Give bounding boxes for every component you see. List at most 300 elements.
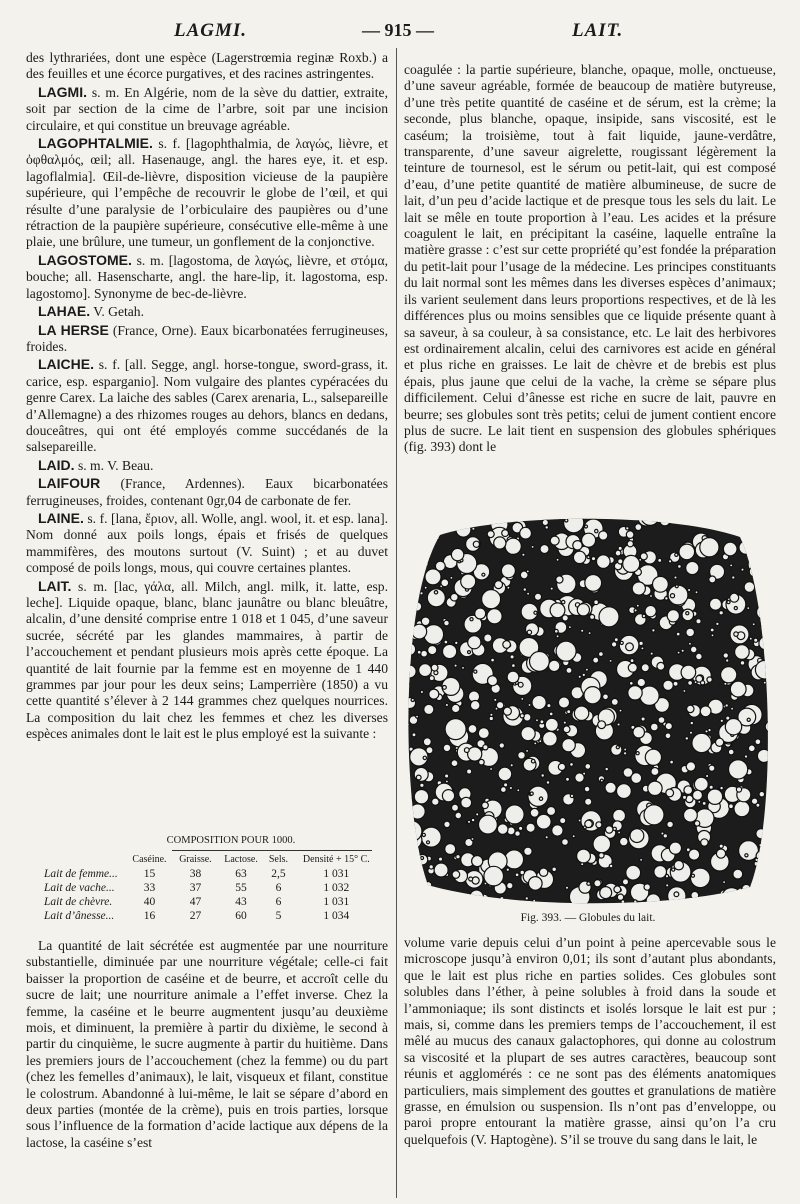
milk-globule bbox=[443, 644, 457, 658]
milk-globule bbox=[761, 606, 764, 609]
entry-definition: s. m. [lagostoma, de λαγώς, lièvre, et στόμα, bouche; all. Hasenscharte, angl. the hare-lip, it. lagostoma, esp. lagostomo]. Synonyme de bec-de-lièvre. bbox=[26, 252, 388, 301]
milk-globule bbox=[628, 686, 642, 700]
milk-globule bbox=[700, 538, 719, 557]
milk-globule bbox=[520, 527, 532, 539]
milk-globule bbox=[539, 868, 547, 876]
milk-globule bbox=[656, 902, 659, 905]
milk-globule bbox=[624, 748, 627, 751]
right-column-bottom bbox=[404, 935, 776, 1149]
column-header: Caséine. bbox=[132, 854, 167, 865]
milk-globule bbox=[400, 739, 403, 742]
page-number: — 915 — bbox=[362, 20, 434, 40]
milk-globule bbox=[640, 686, 659, 705]
milk-globule bbox=[530, 652, 550, 672]
milk-globule bbox=[667, 821, 674, 828]
milk-globule bbox=[618, 831, 621, 834]
milk-globule bbox=[550, 603, 565, 618]
milk-globule bbox=[441, 579, 449, 587]
milk-coagulation-paragraph: coagulée : la partie supérieure, blanche, opaque, molle, onctueuse, d’une saveur agréable, formée de beaucoup de matière butyreuse, d’une très petite quantité de caséine et de sérum, est la crème; la seconde, plus blanche, opaque, insipide, sans viscosité, est le caséum; la troisième, tout à fait liquide, jaune-verdâtre, transparente, d’une saveur aigrelette, rougissant légèrement la teinture de tournesol, est le sérum ou petit-lait, qui est composé d’eau, d’une petite quantité de matière albumineuse, de sucre de lait, d’un peu d’acide lactique et de presque tous les sels du lait. Le lait se mêle en toute proportion à l’eau. Les acides et la présure coagulent le lait, en précipitant la caséine, laquelle entraîne la matière grasse : c’est sur cette propriété qu’est fondée la préparation du petit-lait pour l’usage de la médecine. Les principes constituants du lait normal sont les mêmes dans les diverses espèces d’animaux; ils varient seulement dans leurs proportions respectives, et de là les différences plus ou moins sensibles que ce liquide présente quant à sa saveur, à sa couleur, à sa consistance, etc. Le lait des herbivores est ordinairement alcalin, celui des carnivores est acide en général et plus riche en graisses. Le lait de chèvre et de brebis est plus épais, plus jaune que celui de la vache, la crème se sépare plus difficilement. Celui d’ânesse est riche en sucre de lait, pauvre en beurre; ses globules sont très petits; celui de jument contient encore plus de sucre. Le lait tient en suspension des globules sphériques (fig. 393) dont le bbox=[404, 62, 776, 455]
milk-globule bbox=[462, 666, 465, 669]
milk-globule bbox=[424, 586, 427, 589]
milk-globule bbox=[642, 614, 645, 617]
milk-globule bbox=[617, 784, 632, 799]
table-cell: 27 bbox=[189, 910, 202, 922]
table-cell: 2,5 bbox=[271, 868, 286, 880]
milk-globule bbox=[626, 865, 641, 880]
milk-globule bbox=[600, 887, 612, 899]
milk-globule bbox=[428, 646, 437, 655]
milk-globule bbox=[478, 728, 489, 739]
milk-globule bbox=[431, 898, 437, 904]
milk-globule bbox=[749, 567, 759, 577]
milk-globule bbox=[762, 515, 773, 523]
milk-globule bbox=[425, 882, 432, 889]
milk-globule bbox=[468, 651, 471, 654]
table-cell: 40 bbox=[143, 896, 156, 908]
milk-globule bbox=[429, 676, 434, 681]
milk-globule bbox=[444, 640, 448, 644]
milk-globule bbox=[691, 874, 694, 877]
milk-globule bbox=[490, 713, 493, 716]
table-cell: 6 bbox=[275, 896, 282, 908]
milk-globule bbox=[527, 592, 530, 595]
milk-globule bbox=[464, 748, 469, 753]
entry-lait bbox=[26, 578, 388, 743]
milk-globule bbox=[456, 855, 460, 859]
milk-globule bbox=[594, 880, 601, 887]
milk-globule bbox=[759, 637, 772, 650]
table-row bbox=[42, 881, 380, 895]
milk-globule bbox=[595, 529, 598, 532]
milk-globule bbox=[747, 718, 750, 721]
milk-globule bbox=[771, 717, 777, 726]
milk-globule bbox=[667, 610, 679, 622]
milk-globule bbox=[443, 744, 451, 752]
milk-globule bbox=[767, 849, 771, 853]
milk-globule bbox=[641, 647, 644, 650]
milk-globule bbox=[404, 519, 420, 535]
milk-globule bbox=[468, 725, 477, 734]
milk-globule bbox=[675, 585, 678, 588]
entry-laine bbox=[26, 510, 388, 577]
milk-globule bbox=[772, 682, 776, 689]
milk-globule bbox=[619, 709, 622, 712]
page-header bbox=[0, 20, 800, 44]
milk-globule bbox=[739, 541, 752, 554]
milk-globule bbox=[729, 760, 748, 779]
milk-globule bbox=[488, 676, 498, 686]
milk-globule bbox=[521, 727, 535, 741]
milk-globule bbox=[400, 582, 405, 591]
milk-globule bbox=[645, 605, 656, 616]
milk-globule bbox=[418, 553, 429, 564]
milk-globule bbox=[429, 865, 433, 869]
milk-globule bbox=[611, 642, 616, 647]
milk-globule bbox=[748, 745, 755, 752]
milk-globule bbox=[741, 568, 744, 571]
milk-globule bbox=[634, 900, 638, 904]
milk-globule bbox=[533, 899, 536, 902]
milk-globule bbox=[721, 895, 724, 898]
milk-globule bbox=[487, 531, 494, 538]
milk-globule bbox=[556, 641, 576, 661]
milk-globule bbox=[739, 841, 759, 861]
milk-globule bbox=[527, 630, 531, 634]
left-column bbox=[26, 50, 388, 744]
milk-globule bbox=[532, 695, 546, 709]
milk-globule bbox=[434, 863, 448, 877]
milk-globule bbox=[520, 714, 524, 718]
entry-definition: (France, Ardennes). Eaux bicarbonatées ferrugineuses, froides, contenant 0gr,04 de carbonate de fer. bbox=[26, 476, 388, 508]
milk-globule bbox=[401, 809, 405, 813]
milk-globule bbox=[471, 818, 475, 822]
milk-globule bbox=[400, 515, 416, 535]
left-column-continuation bbox=[26, 938, 388, 1152]
milk-globule bbox=[767, 675, 774, 682]
table-header-row bbox=[42, 853, 380, 867]
header-left-guideword: LAGMI. bbox=[174, 20, 248, 41]
milk-globule bbox=[431, 531, 437, 537]
milk-globule bbox=[578, 675, 581, 678]
milk-globule bbox=[452, 704, 460, 712]
milk-globule bbox=[674, 861, 683, 870]
milk-globule bbox=[400, 519, 403, 522]
header-right-guideword: LAIT. bbox=[572, 20, 624, 41]
milk-globule bbox=[696, 619, 701, 624]
milk-globule bbox=[562, 600, 565, 603]
milk-globule bbox=[510, 764, 513, 767]
milk-globule bbox=[549, 660, 560, 671]
milk-globule bbox=[496, 702, 503, 709]
milk-globule bbox=[556, 576, 563, 583]
milk-globule bbox=[400, 629, 410, 648]
milk-globule bbox=[479, 759, 485, 765]
milk-globule bbox=[550, 587, 553, 590]
milk-globule bbox=[690, 646, 697, 653]
row-label: Lait de chèvre. bbox=[44, 896, 113, 908]
milk-globule bbox=[565, 886, 568, 889]
milk-globule bbox=[734, 632, 738, 636]
milk-globule bbox=[404, 580, 407, 583]
milk-globule bbox=[444, 620, 450, 626]
milk-globule bbox=[705, 730, 708, 733]
lythrariees-paragraph: des lythrariées, dont une espèce (Lagerstrœmia reginæ Roxb.) a des feuilles et une écorce purgatives, et des racines astringentes. bbox=[26, 50, 388, 82]
milk-globule bbox=[620, 641, 623, 644]
milk-globule bbox=[688, 642, 691, 645]
milk-globule bbox=[688, 588, 691, 591]
milk-globule bbox=[482, 590, 501, 609]
milk-globule bbox=[629, 681, 633, 685]
milk-globule bbox=[652, 629, 655, 632]
entry-laid bbox=[26, 457, 388, 474]
milk-globule bbox=[599, 853, 604, 858]
milk-globule bbox=[728, 749, 734, 755]
milk-globule bbox=[494, 698, 497, 701]
milk-globule bbox=[700, 706, 711, 717]
milk-globule bbox=[568, 626, 571, 629]
milk-globule bbox=[554, 629, 558, 633]
milk-globule bbox=[644, 884, 650, 890]
milk-globule bbox=[408, 536, 413, 541]
milk-globule bbox=[540, 720, 544, 724]
milk-globule bbox=[470, 618, 473, 621]
milk-globule bbox=[709, 765, 715, 771]
entry-lagostome bbox=[26, 252, 388, 302]
milk-globule bbox=[451, 548, 463, 560]
entry-term: LAIFOUR bbox=[38, 475, 101, 492]
milk-globule bbox=[769, 572, 775, 578]
entry-term: LAID. bbox=[38, 456, 75, 473]
milk-globule bbox=[678, 565, 682, 569]
entry-term: LAGOPHTALMIE. bbox=[38, 135, 153, 152]
milk-globule bbox=[550, 536, 559, 545]
milk-globule bbox=[403, 643, 416, 656]
milk-globule bbox=[762, 579, 774, 591]
milk-globule bbox=[499, 743, 504, 748]
milk-globule bbox=[685, 737, 689, 741]
milk-globule bbox=[500, 897, 504, 901]
milk-globule bbox=[543, 731, 558, 746]
column-divider bbox=[396, 48, 397, 1198]
milk-globule bbox=[517, 789, 520, 792]
milk-globule bbox=[752, 892, 755, 895]
milk-globule bbox=[670, 760, 674, 764]
milk-globule bbox=[755, 739, 761, 745]
milk-globule bbox=[723, 653, 728, 658]
milk-globule bbox=[635, 524, 642, 531]
milk-globule bbox=[505, 538, 521, 554]
milk-globule bbox=[475, 516, 479, 520]
milk-globule bbox=[412, 733, 416, 737]
right-column-top bbox=[404, 62, 776, 457]
table-rule bbox=[172, 850, 372, 851]
milk-globule bbox=[400, 578, 407, 585]
milk-globule bbox=[761, 846, 769, 854]
milk-globule bbox=[701, 681, 705, 685]
milk-globule bbox=[417, 521, 430, 534]
milk-globule bbox=[529, 877, 543, 891]
milk-globule bbox=[518, 752, 526, 760]
milk-globule bbox=[757, 605, 772, 620]
milk-globule bbox=[400, 689, 402, 693]
milk-globule bbox=[605, 767, 609, 771]
milk-globule bbox=[416, 715, 419, 718]
entry-lagmi bbox=[26, 84, 388, 134]
milk-globule bbox=[503, 707, 511, 715]
entry-term: LAINE. bbox=[38, 509, 84, 526]
milk-globule bbox=[711, 634, 714, 637]
milk-globule bbox=[445, 719, 466, 740]
milk-globule bbox=[562, 839, 569, 846]
milk-globule bbox=[637, 678, 645, 686]
milk-globule bbox=[438, 857, 442, 861]
milk-globule bbox=[417, 650, 421, 654]
milk-globule bbox=[479, 815, 498, 834]
milk-globule bbox=[444, 821, 450, 827]
milk-globule bbox=[450, 576, 453, 579]
milk-globule bbox=[716, 849, 725, 858]
milk-globule bbox=[707, 677, 712, 682]
milk-globule bbox=[451, 593, 459, 601]
milk-globule bbox=[526, 749, 529, 752]
milk-globule bbox=[528, 704, 531, 707]
milk-globule bbox=[410, 804, 425, 819]
milk-globule bbox=[468, 747, 482, 761]
milk-globule bbox=[706, 774, 709, 777]
milk-globule bbox=[521, 697, 524, 700]
milk-globule bbox=[582, 673, 585, 676]
entry-definition: (France, Orne). Eaux bicarbonatées ferrugineuses, froides. bbox=[26, 322, 388, 354]
milk-globule bbox=[581, 629, 584, 632]
milk-globule bbox=[735, 645, 750, 660]
milk-globule bbox=[653, 576, 669, 592]
table-cell: 33 bbox=[143, 882, 156, 894]
milk-globule bbox=[495, 581, 503, 589]
milk-globule bbox=[730, 593, 739, 602]
milk-globule bbox=[709, 785, 713, 789]
milk-globule bbox=[729, 804, 734, 809]
milk-globule bbox=[573, 541, 582, 550]
milk-globule bbox=[688, 681, 693, 686]
milk-globule bbox=[750, 886, 754, 890]
milk-globule bbox=[422, 833, 425, 836]
milk-globule bbox=[696, 523, 699, 526]
milk-globule bbox=[456, 522, 471, 537]
milk-globule bbox=[633, 726, 645, 738]
milk-globule bbox=[401, 821, 422, 842]
milk-globule bbox=[506, 868, 509, 871]
entry-definition: s. m. [lac, γάλα, all. Milch, angl. milk, it. latte, esp. leche]. Liquide opaque, blanc, blanc jaunâtre ou blanc bleuâtre, alcalin, d’une densité comprise entre 1 018 et 1 045, d’une saveur sucrée, sécrété par les glandes mammaires, à partir de l’accouchement et pendant plusieurs mois après cette époque. La quantité de lait fournie par la femme est en moyenne de 1 440 grammes par jour pour les deux seins; Lamperrière (1850) a vu cette quantité s’élever à 2 144 grammes chez quelques nourrices. La composition du lait chez les femmes et chez les diverses espèces animales dont le lait est le plus employé est la suivante : bbox=[26, 578, 388, 742]
milk-globule bbox=[761, 622, 765, 626]
milk-globule bbox=[434, 591, 437, 594]
milk-globule bbox=[677, 651, 680, 654]
milk-globule bbox=[414, 767, 428, 781]
milk-globule bbox=[540, 545, 549, 554]
milk-globule bbox=[574, 706, 588, 720]
entry-lahae bbox=[26, 303, 388, 320]
table-row bbox=[42, 909, 380, 923]
milk-globule bbox=[458, 898, 463, 903]
milk-globule bbox=[424, 625, 444, 645]
milk-globule bbox=[455, 641, 458, 644]
milk-globule bbox=[509, 786, 512, 789]
milk-globule bbox=[734, 607, 737, 610]
milk-globule bbox=[588, 632, 591, 635]
milk-globule bbox=[422, 560, 429, 567]
milk-globule bbox=[686, 762, 695, 771]
table-cell: 47 bbox=[189, 896, 202, 908]
milk-globule bbox=[709, 897, 713, 901]
milk-globule bbox=[530, 808, 539, 817]
milk-globule bbox=[646, 894, 660, 905]
milk-globule bbox=[611, 698, 618, 705]
microscope-illustration bbox=[400, 515, 776, 905]
milk-globule bbox=[593, 657, 599, 663]
milk-globule bbox=[626, 531, 634, 539]
milk-globule bbox=[764, 888, 770, 894]
milk-globule bbox=[684, 808, 698, 822]
milk-globule bbox=[716, 738, 724, 746]
milk-globule bbox=[585, 668, 588, 671]
milk-globule bbox=[400, 577, 403, 581]
table-cell: 55 bbox=[235, 882, 247, 894]
milk-globule bbox=[690, 721, 694, 725]
milk-globule bbox=[599, 607, 619, 627]
milk-globule bbox=[519, 826, 523, 830]
table-cell: 60 bbox=[235, 910, 247, 922]
milk-globule bbox=[739, 518, 747, 526]
milk-globule bbox=[682, 795, 686, 799]
milk-globule bbox=[744, 582, 755, 593]
milk-globule bbox=[423, 738, 431, 746]
milk-globule bbox=[719, 611, 723, 615]
milk-globule bbox=[658, 717, 665, 724]
milk-globule bbox=[575, 773, 584, 782]
milk-globule bbox=[549, 712, 553, 716]
milk-globule bbox=[585, 764, 591, 770]
milk-globule bbox=[626, 527, 629, 530]
milk-globule bbox=[689, 849, 700, 860]
milk-globule bbox=[691, 891, 699, 899]
milk-globule bbox=[763, 522, 776, 537]
milk-globule bbox=[702, 801, 706, 805]
milk-globule bbox=[562, 739, 575, 752]
milk-globule bbox=[473, 541, 479, 547]
milk-globule bbox=[411, 698, 414, 701]
milk-globule bbox=[429, 689, 439, 699]
milk-globule bbox=[752, 572, 756, 576]
milk-globule bbox=[585, 820, 592, 827]
table-corner bbox=[42, 853, 126, 867]
milk-globule bbox=[723, 881, 726, 884]
milk-globule bbox=[594, 600, 599, 605]
milk-globule bbox=[472, 527, 475, 530]
milk-globule bbox=[400, 604, 414, 625]
milk-globule bbox=[686, 561, 699, 574]
milk-globule bbox=[570, 794, 573, 797]
milk-globule bbox=[406, 723, 409, 726]
milk-globule bbox=[609, 659, 612, 662]
milk-globule bbox=[502, 530, 509, 537]
milk-globule bbox=[541, 774, 545, 778]
milk-globule bbox=[618, 546, 622, 550]
column-header: Lactose. bbox=[224, 854, 258, 865]
milk-globule bbox=[651, 768, 659, 776]
milk-globule bbox=[416, 775, 421, 780]
milk-globule bbox=[507, 671, 519, 683]
milk-globule bbox=[617, 894, 623, 900]
milk-globule bbox=[731, 707, 734, 710]
milk-globule bbox=[614, 638, 618, 642]
milk-globule bbox=[636, 752, 639, 755]
entry-term: LAGMI. bbox=[38, 83, 87, 100]
milk-globule bbox=[721, 667, 737, 683]
milk-globule bbox=[560, 818, 566, 824]
milk-globule bbox=[654, 866, 667, 879]
milk-globule bbox=[505, 805, 524, 824]
milk-globule bbox=[468, 636, 481, 649]
milk-globule bbox=[725, 719, 741, 735]
milk-globule bbox=[716, 622, 719, 625]
milk-globule bbox=[769, 643, 772, 646]
milk-globule bbox=[645, 749, 661, 765]
milk-globule bbox=[707, 789, 722, 804]
milk-globule bbox=[759, 791, 765, 797]
milk-globule bbox=[687, 705, 694, 712]
milk-globule bbox=[730, 681, 746, 697]
milk-globule bbox=[744, 755, 747, 758]
milk-globule bbox=[531, 545, 534, 548]
